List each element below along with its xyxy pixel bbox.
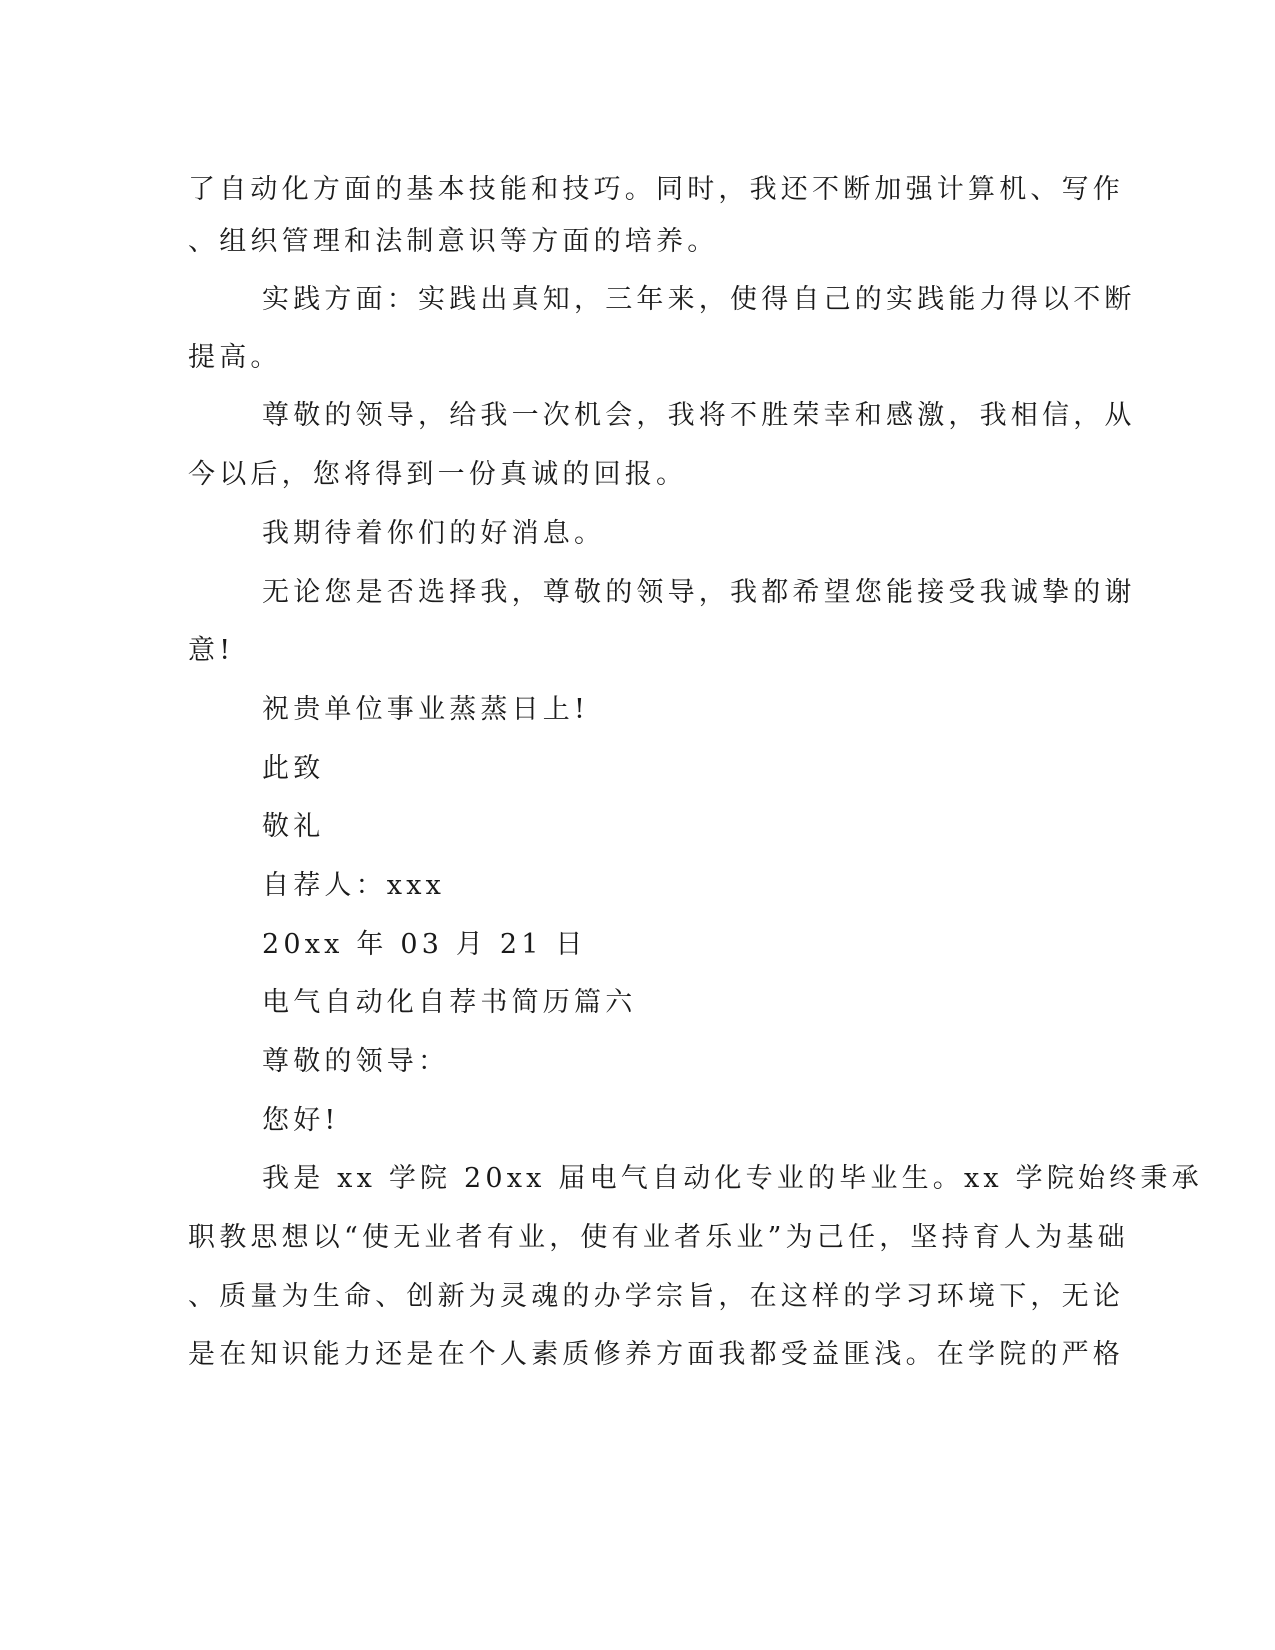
paragraph-line: 我是 xx 学院 20xx 届电气自动化专业的毕业生。xx 学院始终秉承	[262, 1163, 1203, 1194]
paragraph-line: 无论您是否选择我，尊敬的领导，我都希望您能接受我诚挚的谢	[262, 577, 1136, 608]
text-line: 意!	[188, 635, 235, 666]
section-title: 电气自动化自荐书简历篇六	[262, 987, 637, 1018]
text-line: 提高。	[188, 342, 282, 373]
paragraph-line: 我期待着你们的好消息。	[262, 518, 606, 549]
text-line: 、组织管理和法制意识等方面的培养。	[188, 226, 719, 257]
salutation-respect: 敬礼	[262, 811, 325, 842]
paragraph-line: 实践方面：实践出真知，三年来，使得自己的实践能力得以不断	[262, 284, 1136, 315]
text-line: 、质量为生命、创新为灵魂的办学宗旨，在这样的学习环境下，无论	[188, 1281, 1124, 1312]
greeting: 尊敬的领导：	[262, 1046, 450, 1077]
closing-wish: 祝贵单位事业蒸蒸日上!	[262, 694, 590, 725]
salutation-closing: 此致	[262, 753, 325, 784]
text-line: 了自动化方面的基本技能和技巧。同时，我还不断加强计算机、写作	[188, 174, 1124, 205]
text-line: 是在知识能力还是在个人素质修养方面我都受益匪浅。在学院的严格	[188, 1339, 1124, 1370]
signature: 自荐人：xxx	[262, 870, 446, 901]
date-line: 20xx 年 03 月 21 日	[262, 929, 587, 960]
greeting-hello: 您好!	[262, 1105, 340, 1136]
text-line: 职教思想以“使无业者有业，使有业者乐业”为己任，坚持育人为基础	[188, 1222, 1129, 1253]
text-line: 今以后，您将得到一份真诚的回报。	[188, 459, 688, 490]
paragraph-line: 尊敬的领导，给我一次机会，我将不胜荣幸和感激，我相信，从	[262, 400, 1136, 431]
